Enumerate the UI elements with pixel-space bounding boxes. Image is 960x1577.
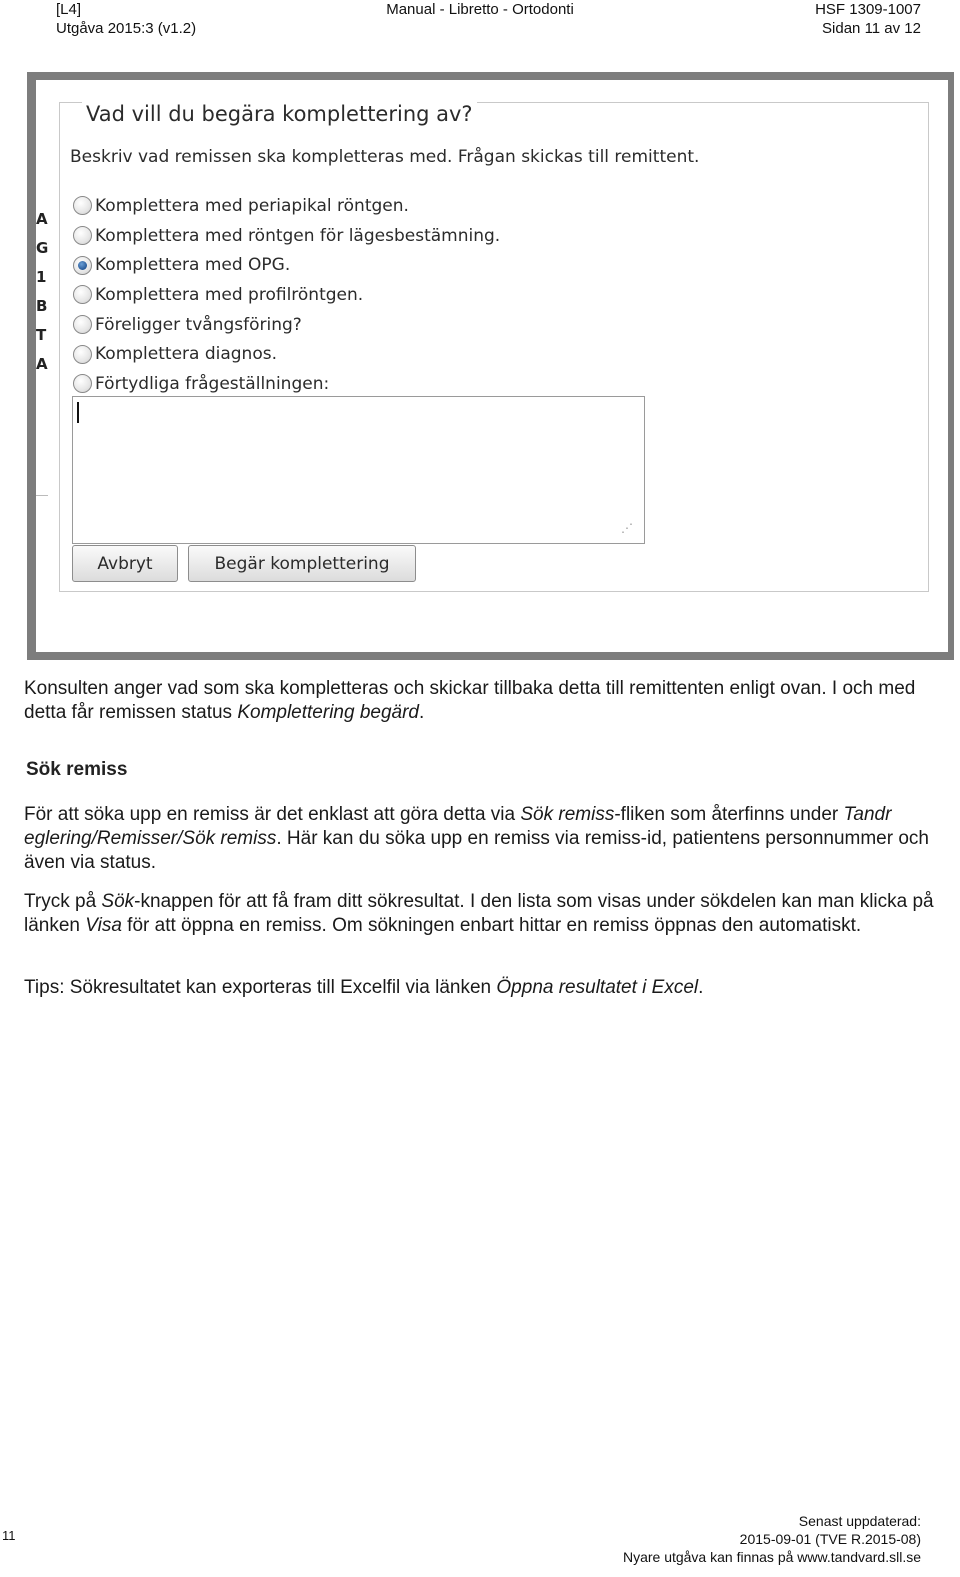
hsf-code: HSF 1309-1007 xyxy=(815,1,921,18)
section-heading: Sök remiss xyxy=(26,759,128,780)
text-caret xyxy=(77,402,79,423)
link-name: Visa xyxy=(85,915,122,936)
button-name: Sök xyxy=(101,891,135,912)
cropped-divider xyxy=(36,495,48,496)
option-diagnosis[interactable] xyxy=(73,339,500,369)
option-label: Förtydliga frågeställningen: xyxy=(95,373,330,394)
radio-button[interactable] xyxy=(73,315,92,334)
text: för att öppna en remiss. Om sökningen enbart hittar en remiss öppnas den automatiskt. xyxy=(121,915,862,936)
paragraph-search xyxy=(24,803,949,875)
option-profile-xray[interactable] xyxy=(73,280,500,310)
edition: Utgåva 2015:3 (v1.2) xyxy=(56,20,197,37)
option-positioning-xray[interactable] xyxy=(73,221,500,251)
text: För att söka upp en remiss är det enklast att göra detta via xyxy=(24,804,521,825)
header-right xyxy=(815,0,921,38)
dialog-window xyxy=(36,80,948,652)
footer-newer-edition: Nyare utgåva kan finnas på www.tandvard.sll.se xyxy=(622,1549,921,1565)
option-label: Komplettera med profilröntgen. xyxy=(95,284,364,305)
option-label: Komplettera med röntgen för lägesbestämning. xyxy=(95,225,501,246)
option-label: Komplettera diagnos. xyxy=(95,344,277,365)
text: . xyxy=(419,702,425,723)
radio-button[interactable] xyxy=(73,226,92,245)
cancel-button[interactable]: Avbryt xyxy=(72,545,178,582)
doc-code: [L4] xyxy=(56,1,82,18)
panel-description: Beskriv vad remissen ska kompletteras med. Frågan skickas till remittent. xyxy=(70,147,700,167)
radio-button[interactable] xyxy=(73,285,92,304)
text: -knappen för att få fram ditt sökresultat. I den lista som visas under sökdelen kan man klicka på länken xyxy=(24,891,934,936)
completion-options xyxy=(73,191,500,399)
request-completion-panel xyxy=(59,102,929,592)
request-completion-button[interactable]: Begär komplettering xyxy=(188,545,416,582)
link-name: Öppna resultatet i Excel xyxy=(496,977,699,998)
option-clarify-question[interactable] xyxy=(73,369,500,399)
tab-name: Sök remiss xyxy=(520,804,615,825)
text: . xyxy=(698,977,704,998)
radio-button[interactable] xyxy=(73,345,92,364)
footer-updated-value: 2015-09-01 (TVE R.2015-08) xyxy=(739,1531,921,1547)
cropped-background-text: A G 1 B T A xyxy=(36,210,49,373)
status-name: Komplettering begärd xyxy=(237,702,419,723)
option-label: Komplettera med OPG. xyxy=(95,255,291,276)
panel-title: Vad vill du begära komplettering av? xyxy=(82,101,477,127)
dialog-screenshot xyxy=(27,72,954,660)
radio-button-selected[interactable] xyxy=(73,256,92,275)
text: Tryck på xyxy=(24,891,102,912)
paragraph-search-button xyxy=(24,890,949,938)
paragraph-consultant xyxy=(24,677,949,725)
option-forced-bite[interactable] xyxy=(73,310,500,340)
clarification-textarea[interactable] xyxy=(72,396,645,544)
option-opg[interactable] xyxy=(73,250,500,280)
paragraph-tips xyxy=(24,976,949,1000)
doc-title: Manual - Libretto - Ortodonti xyxy=(386,1,574,18)
option-label: Föreligger tvångsföring? xyxy=(95,314,302,335)
text: . Här kan du söka upp en remiss via remiss-id, patientens personnummer och även via status. xyxy=(24,828,929,873)
text: Konsulten anger vad som ska kompletteras och skickar tillbaka detta till remittenten enligt ovan. I och med detta får remissen status xyxy=(24,678,916,723)
resize-grip-icon[interactable]: ⋰ xyxy=(621,521,632,535)
text: Tips: Sökresultatet kan exporteras till Excelfil via länken xyxy=(24,977,497,998)
text: -fliken som återfinns under xyxy=(614,804,844,825)
radio-button[interactable] xyxy=(73,196,92,215)
radio-button[interactable] xyxy=(73,374,92,393)
option-label: Komplettera med periapikal röntgen. xyxy=(95,195,409,216)
option-periapical-xray[interactable] xyxy=(73,191,500,221)
footer-updated-label: Senast uppdaterad: xyxy=(798,1513,921,1529)
page-indicator: Sidan 11 av 12 xyxy=(822,20,921,37)
menu-path: Tandr eglering/Remisser/Sök remiss xyxy=(24,804,892,849)
page-number: 11 xyxy=(2,1528,16,1543)
